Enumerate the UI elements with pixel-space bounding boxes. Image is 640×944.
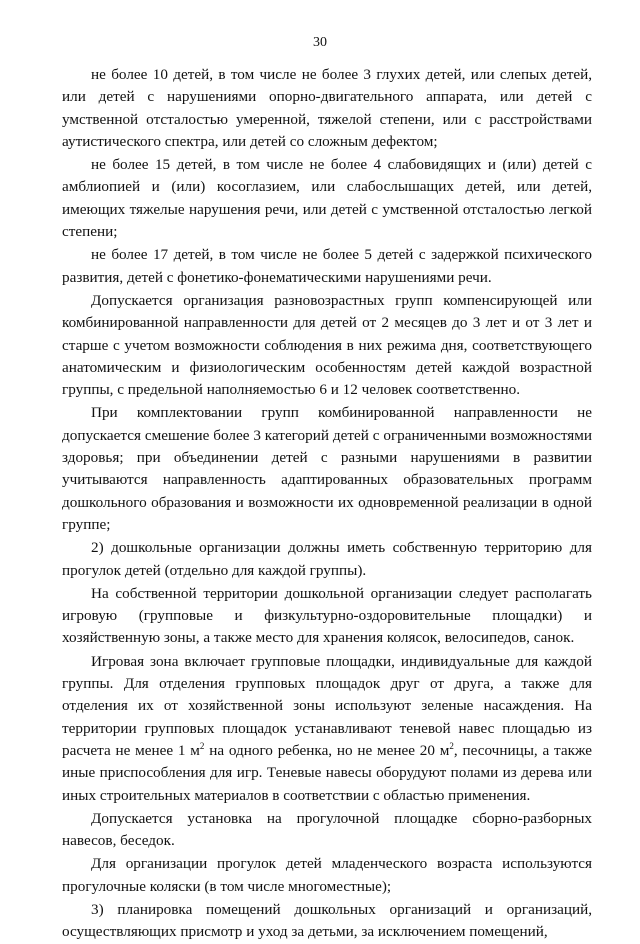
paragraph-7: На собственной территории дошкольной организации следует располагать игровую (групповые и физкультурно-оздоровительные площадки) и хозяйственную зоны, а также место для хранения колясок, велосипедов, санок.: [62, 584, 592, 647]
paragraph-10: Для организации прогулок детей младенческого возраста используются прогулочные коляски (в том числе многоместные);: [62, 855, 592, 895]
paragraph-1: не более 10 детей, в том числе не более 3 глухих детей, или слепых детей, или детей с нарушениями опорно-двигательного аппарата, или детей с умственной отсталостью умеренной, тяжелой степени, или с расстройствами аутистического спектра, или детей со сложным дефектом;: [62, 66, 592, 150]
play-zone-text-2: на одного ребенка, но не менее 20 м: [204, 741, 450, 759]
paragraph-6: 2) дошкольные организации должны иметь собственную территорию для прогулок детей (отдельно для каждой группы).: [62, 539, 592, 579]
play-zone-text-1: Игровая зона включает групповые площадки, индивидуальные для каждой группы. Для отделения групповых площадок друг от друга, а также для отделения их от хозяйственной зоны используют зеленые насаждения. На территории групповых площадок устанавливают теневой навес площадью из расчета не менее 1 м: [62, 652, 592, 759]
play-zone-text-3: , песочницы, а также иные приспособления для игр. Теневые навесы оборудуют полами из дерева или иных строительных материалов в соответствии с областью применения.: [62, 741, 592, 804]
paragraph-11: 3) планировка помещений дошкольных организаций и организаций, осуществляющих присмотр и уход за детьми, за исключением помещений,: [62, 900, 592, 941]
paragraph-5: При комплектовании групп комбинированной направленности не допускается смешение более 3 категорий детей с ограниченными возможностями здоровья; при объединении детей с разными нарушениями в развитии учитываются направленность адаптированных образовательных программ дошкольного образования и возможности их одновременной реализации в одной группе;: [62, 404, 592, 533]
page-number: 30: [313, 35, 327, 50]
superscript-square-2: 2: [449, 740, 454, 751]
paragraph-3: не более 17 детей, в том числе не более 5 детей с задержкой психического развития, детей с фонетико-фонематическими нарушениями речи.: [62, 246, 592, 286]
paragraph-9: Допускается установка на прогулочной площадке сборно-разборных навесов, беседок.: [62, 809, 592, 850]
paragraph-4: Допускается организация разновозрастных групп компенсирующей или комбинированной направленности для детей от 2 месяцев до 3 лет и от 3 лет и старше с учетом возможности соблюдения в них режима дня, соответствующего анатомическим и физиологическим особенностям детей каждой возрастной группы, с предельной наполняемостью 6 и 12 человек соответственно.: [62, 291, 592, 399]
document-body: [62, 64, 592, 944]
paragraph-play-zone: [62, 651, 592, 807]
superscript-square-1: 2: [199, 740, 205, 751]
paragraph-2: не более 15 детей, в том числе не более 4 слабовидящих и (или) детей с амблиопией и (или) косоглазием, или слабослышащих детей, или детей, имеющих тяжелые нарушения речи, или детей с умственной отсталостью легкой степени;: [62, 156, 592, 241]
